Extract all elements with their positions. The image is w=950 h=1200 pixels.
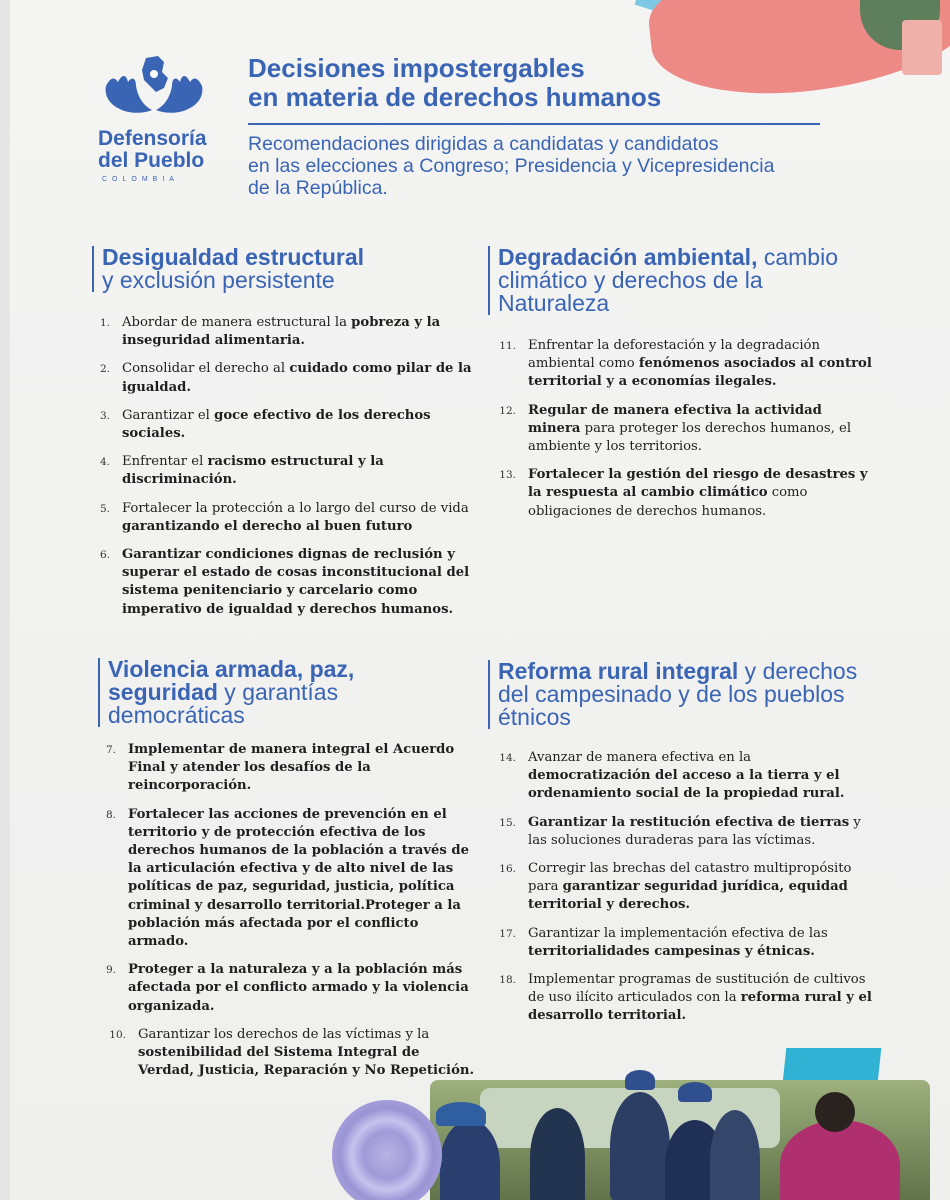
section-degradacion bbox=[488, 246, 873, 531]
item-number: 15. bbox=[499, 816, 516, 829]
item-text-bold: fenómenos asociados al control territorial y a economías ilegales. bbox=[528, 356, 872, 390]
item-number: 7. bbox=[105, 744, 116, 756]
recommendation-item bbox=[488, 925, 873, 961]
item-text-bold: territorialidades campesinas y étnicas. bbox=[528, 943, 815, 959]
item-text-plain: Corregir las brechas del catastro multipropósito para bbox=[528, 861, 852, 895]
item-number: 18. bbox=[499, 974, 516, 987]
item-text-bold: garantizando el derecho al buen futuro bbox=[122, 518, 413, 534]
item-text-bold: reforma rural y el desarrollo territorial. bbox=[528, 990, 872, 1024]
heading-rest: cambio climático y derechos de la Naturaleza bbox=[498, 244, 839, 316]
item-text-bold: Garantizar condiciones dignas de reclusión y superar el estado de cosas inconstitucional del sistema penitenciario y carcelario como imperativo de igualdad y derechos humanos. bbox=[122, 547, 470, 617]
photo-person bbox=[440, 1120, 500, 1200]
item-number: 3. bbox=[99, 409, 110, 422]
item-text-plain: Garantizar la implementación efectiva de las bbox=[528, 925, 828, 941]
item-text bbox=[528, 402, 873, 457]
recommendation-item bbox=[98, 961, 478, 1016]
heading-bold-1: Violencia armada, paz, bbox=[108, 656, 355, 682]
recommendation-list bbox=[488, 337, 873, 521]
photo-person-magenta bbox=[780, 1120, 900, 1200]
logo-hands-icon bbox=[102, 52, 206, 124]
item-text-bold: Garantizar la restitución efectiva de tierras bbox=[528, 814, 850, 830]
recommendation-item bbox=[92, 407, 477, 443]
photo-person bbox=[530, 1108, 585, 1200]
item-text bbox=[122, 500, 477, 536]
item-text bbox=[122, 314, 477, 350]
photo-person bbox=[710, 1110, 760, 1200]
photo-cap bbox=[436, 1102, 486, 1126]
item-number: 2. bbox=[99, 363, 110, 376]
item-number: 17. bbox=[499, 927, 516, 940]
item-text-plain: Abordar de manera estructural la bbox=[122, 315, 352, 330]
recommendation-item bbox=[92, 453, 477, 489]
item-number: 5. bbox=[99, 502, 110, 515]
item-number: 6. bbox=[99, 549, 110, 562]
item-text-bold: racismo estructural y la discriminación. bbox=[122, 454, 384, 488]
recommendation-item bbox=[488, 466, 873, 521]
title-line-1: Decisiones impostergables bbox=[248, 53, 585, 83]
recommendation-list bbox=[488, 749, 873, 1026]
item-text-bold: garantizar seguridad jurídica, equidad territorial y derechos. bbox=[528, 879, 848, 913]
subtitle-line-3: de la República. bbox=[248, 177, 388, 199]
heading-bold: Reforma rural integral bbox=[498, 658, 739, 684]
item-text bbox=[128, 741, 478, 796]
section-heading bbox=[488, 660, 873, 729]
item-text-plain: Consolidar el derecho al bbox=[122, 361, 290, 377]
item-text-plain: Enfrentar la deforestación y la degradación ambiental como bbox=[528, 338, 820, 372]
logo-country: COLOMBIA bbox=[102, 176, 179, 183]
item-text bbox=[122, 546, 477, 619]
item-text bbox=[528, 749, 873, 804]
section-heading bbox=[92, 246, 477, 292]
item-text bbox=[528, 860, 873, 915]
item-text-plain: Enfrentar el bbox=[122, 454, 208, 470]
item-text bbox=[122, 407, 477, 443]
decorative-rose bbox=[332, 1100, 442, 1200]
item-text-bold: Fortalecer las acciones de prevención en el territorio y de protección efectiva de los derechos humanos de la población a través de la articulación efectiva y de alto nivel de las políticas de paz, seguridad, justicia, política criminal y desarrollo territorial.Proteger a la población más afectada por el conflicto armado. bbox=[128, 806, 470, 950]
item-text bbox=[138, 1026, 478, 1081]
photo-cap bbox=[625, 1070, 655, 1090]
section-heading bbox=[488, 246, 873, 315]
item-text-plain: Fortalecer la protección a lo largo del curso de vida bbox=[122, 500, 469, 516]
recommendation-list bbox=[98, 741, 478, 1080]
item-text-bold: Regular de manera efectiva la actividad minera bbox=[528, 402, 822, 436]
item-text-plain: Garantizar el bbox=[122, 407, 215, 423]
recommendation-list bbox=[92, 314, 477, 619]
item-number: 11. bbox=[499, 340, 516, 352]
item-text-plain: Avanzar de manera efectiva en la bbox=[528, 750, 752, 765]
title-divider bbox=[248, 123, 820, 125]
recommendation-item bbox=[488, 337, 873, 392]
item-text-bold: sostenibilidad del Sistema Integral de Verdad, Justicia, Reparación y No Repetición. bbox=[138, 1045, 475, 1079]
photo-person-head bbox=[815, 1092, 855, 1132]
item-text bbox=[128, 806, 478, 952]
photo-person bbox=[610, 1092, 670, 1200]
item-text bbox=[528, 466, 873, 521]
logo-line-1: Defensoría bbox=[98, 127, 207, 150]
recommendation-item bbox=[98, 806, 478, 952]
recommendation-item bbox=[92, 360, 477, 396]
item-number: 8. bbox=[105, 808, 116, 821]
heading-bold: Degradación ambiental, bbox=[498, 244, 758, 270]
recommendation-item bbox=[92, 546, 477, 619]
item-text-bold: Proteger a la naturaleza y a la población más afectada por el conflicto armado y la violencia organizada. bbox=[128, 962, 469, 1014]
item-number: 14. bbox=[499, 752, 516, 764]
recommendation-item bbox=[488, 814, 873, 850]
item-text-bold: Fortalecer la gestión del riesgo de desastres y la respuesta al cambio climático bbox=[528, 467, 868, 501]
section-heading bbox=[98, 658, 478, 727]
decorative-pot bbox=[902, 20, 942, 75]
item-number: 1. bbox=[99, 317, 110, 329]
item-text-bold: Implementar de manera integral el Acuerdo Final y atender los desafíos de la reincorporación. bbox=[128, 742, 455, 794]
item-text-bold: goce efectivo de los derechos sociales. bbox=[122, 407, 431, 442]
item-text bbox=[528, 814, 873, 850]
item-text bbox=[528, 971, 873, 1026]
item-text-plain-tail: como obligaciones de derechos humanos. bbox=[528, 485, 808, 519]
item-text bbox=[528, 337, 873, 392]
heading-rest-2: y garantías bbox=[217, 679, 339, 705]
item-text-plain-tail: para proteger los derechos humanos, el ambiente y los territorios. bbox=[528, 420, 852, 455]
item-text bbox=[128, 961, 478, 1016]
item-text-bold: democratización del acceso a la tierra y el ordenamiento social de la propiedad rural. bbox=[528, 768, 845, 802]
title-line-2: en materia de derechos humanos bbox=[248, 82, 662, 112]
heading-rest: y exclusión persistente bbox=[102, 267, 335, 293]
item-text bbox=[122, 453, 477, 489]
logo-line-2: del Pueblo bbox=[98, 149, 205, 172]
item-text-plain-tail: y las soluciones duraderas para las víctimas. bbox=[528, 814, 861, 848]
item-number: 4. bbox=[99, 456, 110, 469]
recommendation-item bbox=[98, 1026, 478, 1081]
photo-cap bbox=[678, 1082, 712, 1102]
recommendation-item bbox=[488, 402, 873, 457]
section-reforma-rural bbox=[488, 660, 873, 1036]
item-text-bold: cuidado como pilar de la igualdad. bbox=[122, 361, 472, 395]
item-text-plain: Implementar programas de sustitución de cultivos de uso ilícito articulados con la bbox=[528, 972, 866, 1006]
page-title bbox=[248, 54, 828, 112]
page-subtitle bbox=[248, 133, 848, 199]
defensoria-logo bbox=[98, 52, 208, 187]
subtitle-line-1: Recomendaciones dirigidas a candidatas y candidatos bbox=[248, 133, 719, 155]
item-text-bold: pobreza y la inseguridad alimentaria. bbox=[122, 315, 441, 349]
section-desigualdad bbox=[92, 246, 477, 629]
recommendation-item bbox=[92, 500, 477, 536]
recommendation-item bbox=[488, 971, 873, 1026]
recommendation-item bbox=[488, 860, 873, 915]
item-text-plain: Garantizar los derechos de las víctimas y la bbox=[138, 1026, 430, 1042]
item-text bbox=[122, 360, 477, 396]
recommendation-item bbox=[92, 314, 477, 350]
heading-bold: Desigualdad estructural bbox=[102, 244, 365, 270]
subtitle-line-2: en las elecciones a Congreso; Presidencia y Vicepresidencia bbox=[248, 155, 775, 177]
section-violencia bbox=[98, 658, 478, 1090]
item-number: 9. bbox=[105, 964, 116, 977]
item-number: 10. bbox=[109, 1028, 126, 1041]
heading-rest-3: democráticas bbox=[108, 702, 245, 728]
item-text bbox=[528, 925, 873, 961]
recommendation-item bbox=[488, 749, 873, 804]
item-number: 12. bbox=[499, 404, 516, 417]
recommendation-item bbox=[98, 741, 478, 796]
heading-bold-2: seguridad bbox=[108, 679, 218, 705]
heading-rest: y derechos del campesinado y de los pueblos étnicos bbox=[498, 658, 858, 730]
item-number: 16. bbox=[499, 863, 516, 876]
item-number: 13. bbox=[499, 469, 516, 482]
